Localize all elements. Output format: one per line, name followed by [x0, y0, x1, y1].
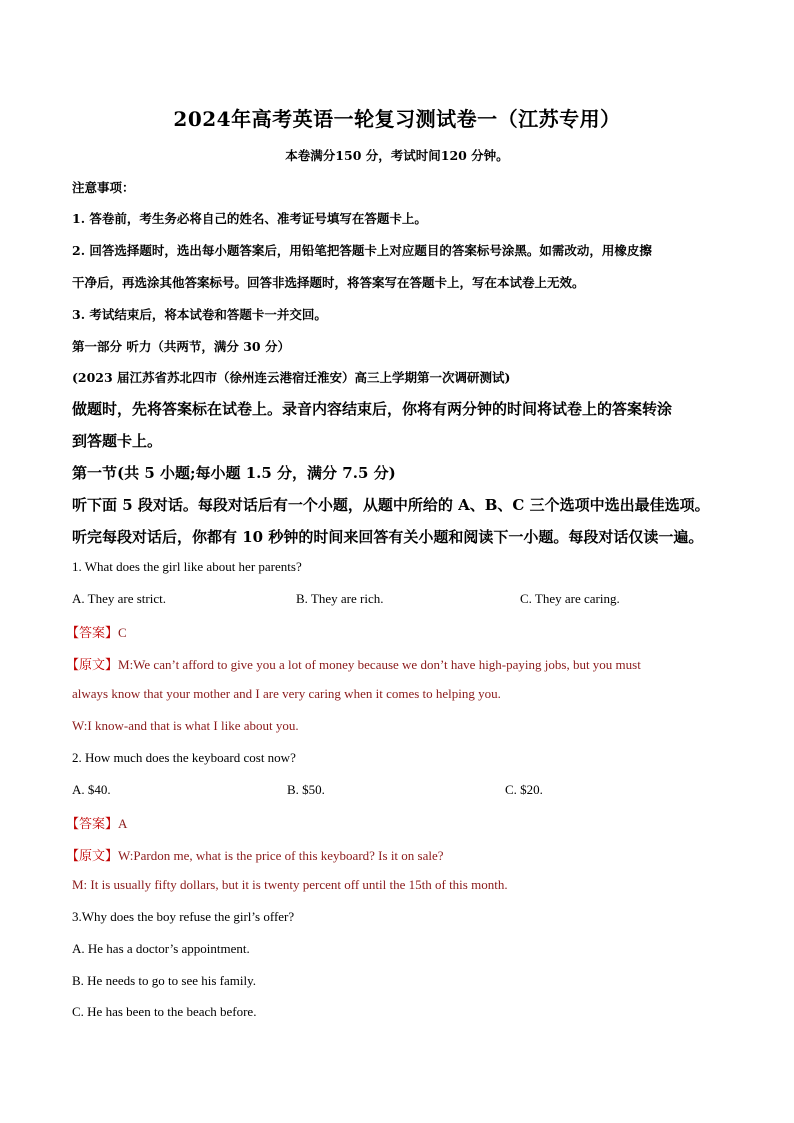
option-a: A. They are strict. — [72, 591, 166, 606]
section-instruction: 听完每段对话后，你都有 10 秒钟的时间来回答有关小题和阅读下一小题。每段对话仅读一遍。 — [72, 528, 704, 546]
source-note: (2023 届江苏省苏北四市（徐州连云港宿迁淮安）高三上学期第一次调研测试) — [72, 370, 511, 385]
answer-tag: 【答案】 — [66, 817, 119, 832]
answer-value: C — [118, 625, 127, 640]
script-tag: 【原文】 — [66, 849, 119, 864]
script-text: W:Pardon me, what is the price of this keyboard? Is it on sale? — [118, 848, 444, 863]
question-stem: 2. How much does the keyboard cost now? — [72, 750, 296, 765]
notice-item: 3. 考试结束后，将本试卷和答题卡一并交回。 — [72, 307, 327, 322]
option-b: B. $50. — [287, 782, 325, 797]
script-text: M: It is usually fifty dollars, but it is twenty percent off until the 15th of this month. — [72, 877, 508, 892]
part-heading: 第一部分 听力（共两节，满分 30 分） — [72, 339, 290, 354]
script-text: W:I know-and that is what I like about you. — [72, 718, 299, 733]
option-a: A. He has a doctor’s appointment. — [72, 941, 250, 956]
script-line — [66, 845, 444, 864]
question-stem: 3.Why does the boy refuse the girl’s offer? — [72, 909, 295, 924]
instruction-line: 到答题卡上。 — [72, 432, 163, 450]
notice-item: 1. 答卷前，考生务必将自己的姓名、准考证号填写在答题卡上。 — [72, 211, 427, 226]
instruction-line: 做题时，先将答案标在试卷上。录音内容结束后，你将有两分钟的时间将试卷上的答案转涂 — [72, 400, 673, 418]
answer-line — [66, 813, 127, 832]
option-b: B. He needs to go to see his family. — [72, 973, 257, 988]
script-text: always know that your mother and I are very caring when it comes to helping you. — [72, 686, 501, 701]
answer-line — [66, 622, 127, 641]
question-stem: 1. What does the girl like about her parents? — [72, 559, 302, 574]
script-text: M:We can’t afford to give you a lot of money because we don’t have high-paying jobs, but you must — [118, 657, 641, 672]
script-tag: 【原文】 — [66, 658, 119, 673]
page-subtitle: 本卷满分150 分，考试时间120 分钟。 — [285, 148, 509, 163]
answer-tag: 【答案】 — [66, 626, 119, 641]
option-c: C. He has been to the beach before. — [72, 1004, 257, 1019]
option-b: B. They are rich. — [296, 591, 384, 606]
option-c: C. They are caring. — [520, 591, 620, 606]
option-c: C. $20. — [505, 782, 543, 797]
notice-item: 2. 回答选择题时，选出每小题答案后，用铅笔把答题卡上对应题目的答案标号涂黑。如需改动，用橡皮擦 — [72, 243, 652, 258]
script-line — [66, 654, 641, 673]
notice-item: 干净后，再选涂其他答案标号。回答非选择题时，将答案写在答题卡上，写在本试卷上无效。 — [72, 275, 585, 290]
option-a: A. $40. — [72, 782, 111, 797]
section-heading: 第一节(共 5 小题;每小题 1.5 分，满分 7.5 分) — [72, 464, 396, 482]
page-title: 2024年高考英语一轮复习测试卷一（江苏专用） — [173, 107, 621, 131]
notice-heading: 注意事项： — [72, 180, 135, 195]
section-instruction: 听下面 5 段对话。每段对话后有一个小题，从题中所给的 A、B、C 三个选项中选出最佳选项。 — [72, 496, 710, 514]
answer-value: A — [118, 816, 128, 831]
